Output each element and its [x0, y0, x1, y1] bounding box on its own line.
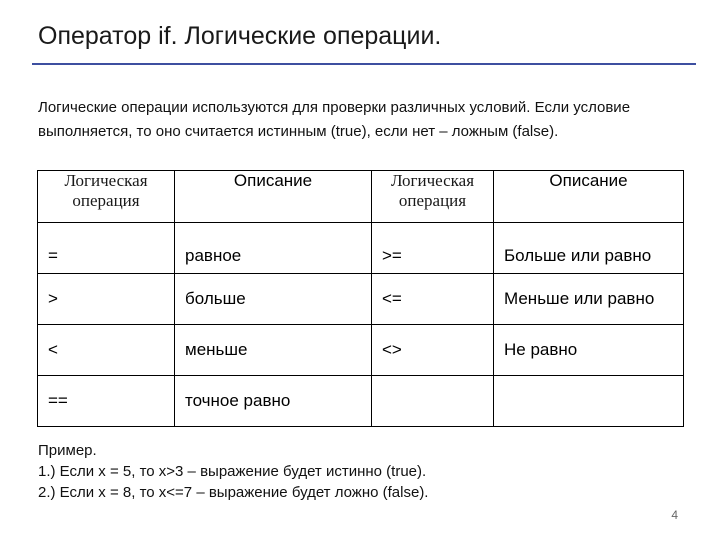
cell-description: Больше или равно [494, 223, 684, 274]
cell-description: Не равно [494, 325, 684, 376]
cell-operator: < [38, 325, 175, 376]
cell-description: точное равно [175, 376, 372, 427]
example-line-2: 2.) Если x = 8, то x<=7 – выражение будет ложно (false). [38, 484, 429, 501]
table-row [38, 274, 684, 325]
cell-description: меньше [175, 325, 372, 376]
cell-operator-empty [372, 376, 494, 427]
slide-title: Оператор if. Логические операции. [38, 22, 442, 50]
table-row [38, 376, 684, 427]
title-divider [32, 63, 696, 65]
cell-operator: = [38, 223, 175, 274]
cell-operator: <= [372, 274, 494, 325]
table-header-row [38, 171, 684, 223]
cell-description: Меньше или равно [494, 274, 684, 325]
header-description-1: Описание [175, 171, 372, 223]
cell-operator: >= [372, 223, 494, 274]
cell-operator: <> [372, 325, 494, 376]
logical-operations-table [37, 170, 684, 427]
table-row [38, 325, 684, 376]
cell-operator: == [38, 376, 175, 427]
example-block [38, 440, 678, 503]
example-line-1: 1.) Если x = 5, то x>3 – выражение будет истинно (true). [38, 463, 427, 480]
cell-description: больше [175, 274, 372, 325]
header-description-2: Описание [494, 171, 684, 223]
table-row [38, 223, 684, 274]
header-operation-2: Логическая операция [372, 171, 494, 223]
intro-paragraph: Логические операции используются для проверки различных условий. Если условие выполняется, то оно считается истинным (true), если нет – ложным (false). [38, 99, 631, 140]
page-number: 4 [671, 508, 678, 522]
example-heading: Пример. [38, 442, 97, 459]
header-operation-1: Логическая операция [38, 171, 175, 223]
cell-description-empty [494, 376, 684, 427]
cell-operator: > [38, 274, 175, 325]
cell-description: равное [175, 223, 372, 274]
